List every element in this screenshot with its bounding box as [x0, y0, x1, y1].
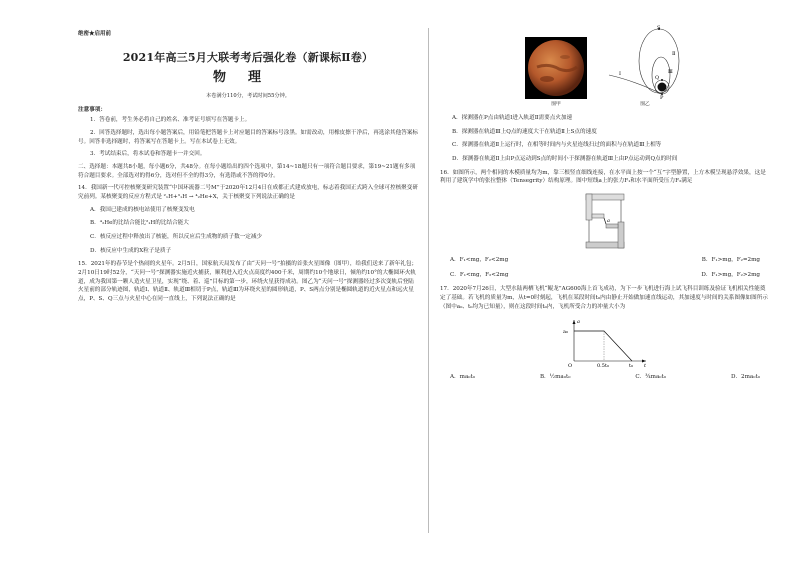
label-i: Ⅰ	[619, 70, 621, 77]
question-15-stem: 15．2021年的春节是个热闹的火星年。2月5日，国家航天局发布了由“天问一号”拍摄的首张火星图像（图甲），给我们送来了新年礼包；2月10日19时52分，“天问一号”探测器实施近火捕获，顺利进入近火点高度约400千米，周期约10个地球日，倾角约10°的大椭圆环火轨道，成为我国第一颗人造火星卫星，实现“绕、着、巡”目标的第一步，环绕火星获得成功。图乙为“天问一号”探测器经过多次变轨后登陆火星前的部分轨迹图，轨道Ⅰ、轨道Ⅱ、轨道Ⅲ相切于P点，轨道Ⅲ为环绕火星的圆形轨道，P、S两点分别是椭圆轨道的近火星点和远火星点，P、S、Q三点与火星中心在同一直线上，下列说法正确的是	[78, 261, 418, 302]
q15-option-b: B．探测器在轨道Ⅲ上Q点的速度大于在轨道Ⅱ上S点的速度	[452, 128, 597, 135]
label-s: S	[657, 24, 661, 31]
q16-option-c: C．F₁<mg，F₂<2mg	[450, 271, 509, 278]
fig-b-caption: 图乙	[640, 101, 650, 107]
q17-option-a: A．ma₀t₀	[450, 374, 476, 381]
origin-label: O	[568, 363, 573, 368]
note-item: 2．回答选择题时，选出每小题答案后，用铅笔把答题卡上对应题目的答案标号涂黑。如需改动，用橡皮擦干净后，再选涂其他答案标号。回答非选择题时，将答案写在答题卡上。写在本试卷上无效。	[78, 130, 418, 145]
q16-options	[440, 256, 770, 265]
label-a: a	[607, 217, 610, 224]
mars-image	[525, 37, 587, 99]
figure-mars-photo	[525, 37, 587, 108]
q14-option-d: D．核反应中生成的X粒子是质子	[90, 247, 172, 254]
a0-label: a₀	[563, 329, 568, 336]
q15-figures	[440, 24, 770, 108]
right-column	[440, 24, 770, 388]
q15-option-a: A．探测器在P点由轨道Ⅰ进入轨道Ⅱ需要点火加速	[452, 115, 573, 121]
t-half-label: 0.5t₀	[597, 363, 609, 368]
exam-title: 2021年高三5月大联考考后强化卷（新课标Ⅱ卷）	[122, 50, 374, 64]
axis-t-label: t	[644, 363, 647, 368]
q17-option-d: D．2ma₀t₀	[730, 374, 760, 381]
q14-option-c: C．核反应过程中释放出了核能，所以反应后生成物的质子数一定减少	[90, 233, 263, 240]
q17-option-b: B．½ma₀t₀	[539, 374, 571, 381]
fig-a-caption: 图甲	[551, 101, 561, 107]
question-14-stem: 14．我国新一代可控核聚变研究装置“中国环流器二号M”于2020年12月4日在成都正式建成放电，标志着我国正式跨入全球可控核聚变研究前列。某核聚变的反应方程式是 ²₁H+³₁H → ⁴₂He+X，关于核聚变下列说法正确的是	[78, 185, 418, 201]
q16-options-2	[440, 271, 770, 280]
question-16-stem: 16．如图所示，两个相同的木模质量均为m，靠三根竖直细线连接，在水平面上按一个“互”字型静置，上方木模呈现悬浮效果，这是利用了建筑学中的张拉整体（Tensegrity）结构原理。图中短线a上的张力F₁和水平面所受压力F₂满足	[440, 169, 766, 185]
q16-figure	[440, 192, 770, 250]
column-divider	[428, 28, 429, 533]
q16-option-b: B．F₁>mg，F₂=2mg	[701, 256, 760, 263]
tensegrity-diagram	[580, 192, 630, 250]
q17-options	[440, 373, 770, 382]
left-column	[78, 30, 418, 308]
q14-option-b: B．⁴₂He的比结合能比²₁H的比结合能大	[90, 220, 189, 227]
secret-mark: 绝密★启用前	[78, 31, 112, 37]
q17-option-c: C．¾ma₀t₀	[635, 374, 667, 381]
subject-title: 物理	[212, 69, 283, 85]
acceleration-time-graph	[560, 317, 650, 367]
t0-label: t₀	[629, 363, 634, 368]
figure-orbits	[605, 25, 685, 108]
note-item: 3．考试结束后，将本试卷和答题卡一并交回。	[90, 151, 206, 158]
note-item: 1．答卷前，考生务必将自己的姓名、准考证号填写在答题卡上。	[90, 117, 251, 124]
q15-option-d: D．探测器在轨道Ⅱ上由P点运动到S点的时间小于探测器在轨道Ⅲ上由P点运动到Q点的时间	[452, 155, 678, 162]
label-iii: Ⅲ	[668, 68, 673, 75]
q15-option-c: C．探测器在轨道Ⅱ上运行时，在相等时间内与火星连线扫过的面积与在轨道Ⅲ上相等	[452, 142, 662, 149]
q16-option-d: D．F₁>mg，F₂>2mg	[701, 271, 760, 278]
question-17-stem: 17．2020年7月26日，大型水陆两栖飞机“鲲龙”AG600海上首飞成功，为下一步飞机进行海上试飞科目训练及验证飞机相关性能奠定了基础。若飞机的质量为m，从t=0时刻起，飞机在某段时间t₀内由静止开始做加速直线运动，其加速度与时间的关系图像如图所示（图中a₀、t₀均为已知量），则在这段时间t₀内，飞机所受合力的冲量大小为	[440, 286, 768, 310]
label-q: Q	[655, 74, 660, 81]
orbit-diagram	[605, 25, 685, 99]
exam-meta: 本卷满分110分，考试时间55分钟。	[206, 92, 290, 99]
q16-option-a: A．F₁<mg，F₂<2mg	[450, 256, 509, 263]
label-p: P	[660, 94, 664, 99]
axis-a-label: a	[577, 319, 580, 326]
notes-heading: 注意事项：	[78, 106, 106, 113]
label-ii: Ⅱ	[672, 50, 676, 57]
section-instructions: 二、选择题：本题共8小题，每小题6分，共48分。在每小题给出的四个选项中，第14~18题只有一项符合题目要求，第19~21题有多项符合题目要求。全部选对的得6分，选对但不全的得3分，有选错或不答的得0分。	[78, 164, 416, 179]
q14-option-a: A．我国已建成的核电站使用了核聚变发电	[90, 206, 195, 213]
q17-figure	[440, 317, 770, 367]
